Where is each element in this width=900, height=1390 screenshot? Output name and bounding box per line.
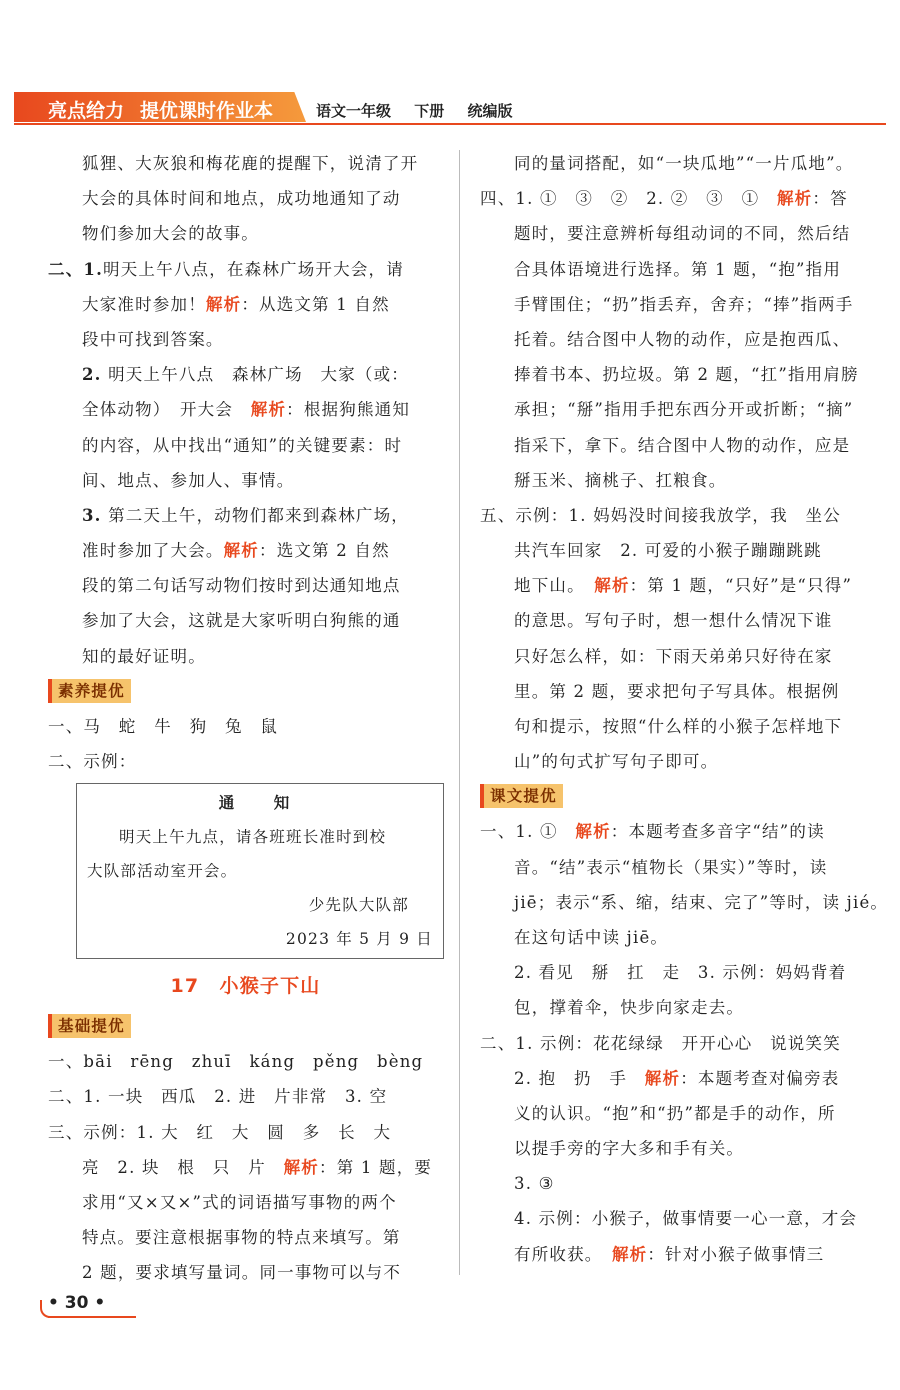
answer-kw-4: 3. ③ — [514, 1174, 555, 1194]
volume: 下册 — [414, 102, 445, 120]
answer-4: 四、1. ① ③ ② 2. ② ③ ① 解析：答 — [480, 189, 848, 209]
answer-jc-1: 一、bāi rēng zhuī káng pěng bèng — [48, 1052, 424, 1072]
text-line: 只好怎么样，如：下雨天弟弟只好待在家 — [514, 646, 833, 666]
text-line: 托着。结合图中人物的动作，应是抱西瓜、 — [514, 329, 851, 349]
text-line: 大会的具体时间和地点，成功地通知了动 — [82, 189, 401, 209]
text-line: 参加了大会，这就是大家听明白狗熊的通 — [82, 611, 401, 631]
text-line: 承担；“掰”指用手把东西分开或折断；“摘” — [514, 400, 854, 420]
text-line: 音。“结”表示“植物长（果实）”等时，读 — [514, 857, 828, 877]
answer-5: 五、示例：1. 妈妈没时间接我放学，我 坐公 — [480, 505, 841, 525]
text-line: 里。第 2 题，要求把句子写具体。根据例 — [514, 681, 840, 701]
text-line: 掰玉米、摘桃子、扛粮食。 — [514, 470, 727, 490]
notice-box — [76, 783, 444, 959]
notice-body: 明天上午九点，请各班班长准时到校 — [119, 828, 387, 847]
text-line: 2 题，要求填写量词。同一事物可以与不 — [82, 1263, 402, 1283]
analysis-label: 解析 — [594, 576, 630, 596]
text-line: 义的认识。“抱”和“扔”都是手的动作，所 — [514, 1103, 836, 1123]
text-line: 以提手旁的字大多和手有关。 — [514, 1139, 745, 1159]
text-line: jiē；表示“系、缩，结束、完了”等时，读 jié。 — [514, 892, 889, 912]
answer-kw-5: 4. 示例：小猴子，做事情要一心一意，才会 — [514, 1209, 858, 1229]
answer-jc-3: 三、示例：1. 大 红 大 圆 多 长 大 — [48, 1122, 392, 1142]
section-tag-jichu: 基础提优 — [48, 1014, 131, 1038]
analysis-label: 解析 — [205, 294, 242, 314]
text-line: 段中可找到答案。 — [82, 329, 224, 349]
notice-title: 通 知 — [218, 793, 302, 813]
footer-rule — [48, 1316, 136, 1318]
text-line: 准时参加了大会。解析：选文第 2 自然 — [82, 541, 390, 561]
answer-sy-2: 二、示例： — [48, 752, 137, 771]
text-line: 特点。要注意根据事物的特点来填写。第 — [82, 1228, 401, 1248]
text-line: 地下山。 解析：第 1 题，“只好”是“只得” — [514, 576, 853, 596]
text-line: 有所收获。 解析：针对小猴子做事情三 — [514, 1244, 825, 1264]
analysis-label: 解析 — [223, 541, 260, 561]
notice-body: 大队部活动室开会。 — [87, 862, 238, 881]
brand-name: 亮点给力 — [48, 100, 125, 122]
text-line: 句和提示，按照“什么样的小猴子怎样地下 — [514, 717, 843, 736]
text-line: 的意思。写句子时，想一想什么情况下谁 — [514, 611, 833, 631]
answer-kw-3: 二、1. 示例：花花绿绿 开开心心 说说笑笑 — [480, 1033, 841, 1053]
column-divider — [459, 150, 460, 1275]
text-line: 在这句话中读 jiē。 — [514, 927, 669, 947]
text-line: 山”的句式扩写句子即可。 — [514, 752, 719, 772]
text-line: 大家准时参加！解析：从选文第 1 自然 — [82, 294, 390, 314]
page-number: • 30 • — [48, 1293, 106, 1313]
analysis-label: 解析 — [776, 189, 813, 209]
analysis-label: 解析 — [611, 1244, 648, 1264]
text-line: 包，撑着伞，快步向家走去。 — [514, 998, 745, 1018]
series-name: 提优课时作业本 — [140, 100, 274, 122]
text-line: 全体动物） 开大会 解析：根据狗熊通知 — [82, 400, 411, 420]
section-tag-suyang: 素养提优 — [48, 679, 131, 703]
text-line: 物们参加大会的故事。 — [82, 224, 259, 244]
text-line: 亮 2. 块 根 只 片 解析：第 1 题，要 — [82, 1157, 433, 1177]
text-line: 的内容，从中找出“通知”的关键要素：时 — [82, 435, 403, 455]
answer-2-1: 二、1.明天上午八点，在森林广场开大会，请 — [48, 259, 404, 279]
lesson-title: 17 小猴子下山 — [170, 975, 321, 998]
analysis-label: 解析 — [644, 1068, 681, 1088]
text-line: 手臂围住；“扔”指丢弃，舍弃；“捧”指两手 — [514, 294, 854, 314]
text-line: 捧着书本、扔垃圾。第 2 题，“扛”指用肩膀 — [514, 365, 859, 385]
text-line: 合具体语境进行选择。第 1 题，“抱”指用 — [514, 259, 842, 279]
text-line: 题时，要注意辨析每组动词的不同，然后结 — [514, 224, 851, 244]
answer-kw-1: 一、1. ① 解析：本题考查多音字“结”的读 — [480, 822, 825, 842]
edition: 统编版 — [467, 102, 513, 120]
answer-sy-1: 一、马 蛇 牛 狗 兔 鼠 — [48, 716, 279, 736]
notice-sign: 少先队大队部 — [308, 896, 409, 915]
analysis-label: 解析 — [575, 822, 611, 842]
header-rule — [14, 123, 886, 125]
text-line: 共汽车回家 2. 可爱的小猴子蹦蹦跳跳 — [514, 541, 822, 561]
answer-2-2: 2. 明天上午八点 森林广场 大家（或： — [82, 365, 409, 385]
analysis-label: 解析 — [283, 1157, 319, 1177]
section-tag-kewen: 课文提优 — [480, 784, 563, 808]
text-line: 狐狸、大灰狼和梅花鹿的提醒下，说清了开 — [82, 154, 419, 173]
answer-jc-2: 二、1. 一块 西瓜 2. 进 片非常 3. 空 — [48, 1087, 388, 1107]
text-line: 间、地点、参加人、事情。 — [82, 470, 295, 490]
text-line: 指采下，拿下。结合图中人物的动作，应是 — [514, 435, 851, 455]
text-line: 段的第二句话写动物们按时到达通知地点 — [82, 576, 401, 596]
analysis-label: 解析 — [250, 400, 287, 420]
right-column — [480, 146, 889, 1272]
text-line: 知的最好证明。 — [82, 646, 206, 666]
answer-kw-2: 2. 看见 掰 扛 走 3. 示例：妈妈背着 — [514, 963, 847, 983]
text-line: 求用“又×又×”式的词语描写事物的两个 — [82, 1192, 397, 1212]
answer-2-3: 3. 第二天上午，动物们都来到森林广场， — [82, 505, 409, 525]
book-meta — [316, 100, 531, 121]
left-column — [48, 146, 443, 1291]
subject: 语文一年级 — [316, 102, 392, 120]
text-line: 同的量词搭配，如“一块瓜地”“一片瓜地”。 — [514, 154, 854, 173]
page-header — [14, 92, 886, 126]
notice-date: 2023 年 5 月 9 日 — [285, 930, 433, 949]
text-line: 2. 抱 扔 手 解析：本题考查对偏旁表 — [514, 1068, 840, 1088]
